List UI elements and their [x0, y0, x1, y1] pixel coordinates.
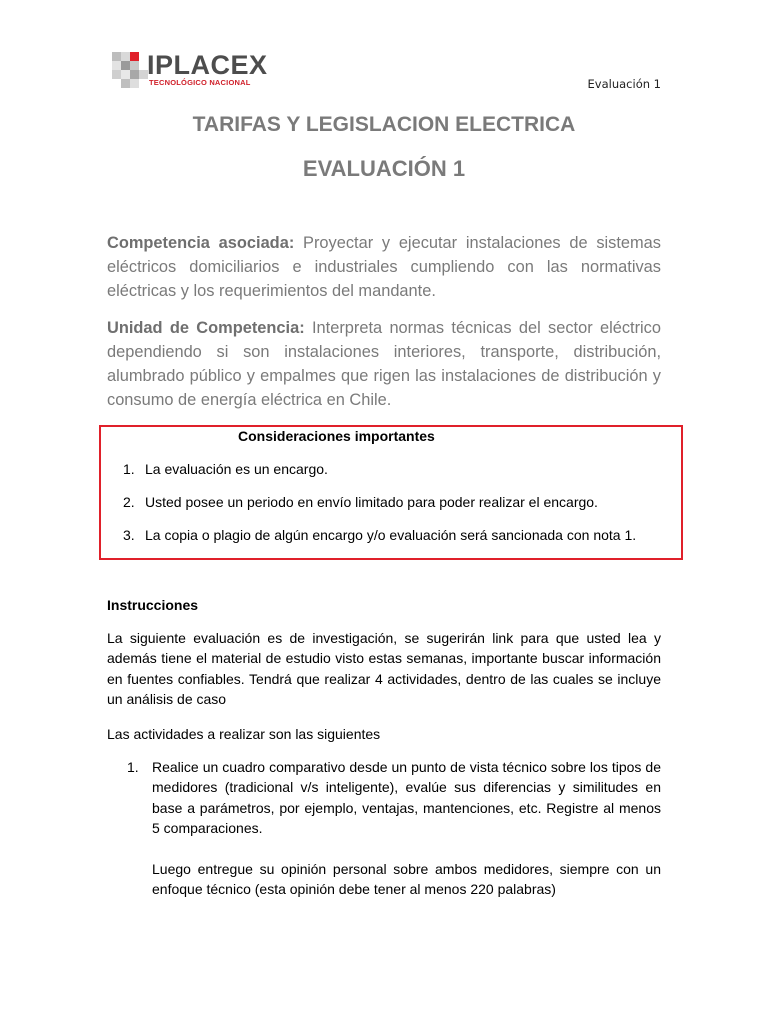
competencia-text: Proyectar y ejecutar instalaciones de sistemas eléctricos domiciliarios e industriales cumpliendo con las normativas eléctricas y los requerimientos del mandante. — [107, 234, 661, 300]
considerations-title: Consideraciones importantes — [238, 428, 435, 444]
competencia-label: Competencia asociada: — [107, 234, 295, 252]
activity-extra-text: Luego entregue su opinión personal sobre ambos medidores, siempre con un enfoque técnico (esta opinión debe tener al menos 220 palabras) — [152, 861, 661, 898]
instructions-heading: Instrucciones — [107, 597, 199, 613]
logo-mosaic-icon — [112, 52, 148, 88]
consideration-item — [123, 527, 636, 543]
consideration-number: 3. — [123, 527, 135, 543]
consideration-item — [123, 494, 598, 510]
unidad-paragraph — [107, 316, 661, 412]
consideration-number: 2. — [123, 494, 135, 510]
unidad-text: Interpreta normas técnicas del sector eléctrico dependiendo si son instalaciones interiores, transporte, distribución, alumbrado público y empalmes que rigen las instalaciones de distribución y consumo de energía eléctrica en Chile. — [107, 319, 661, 409]
consideration-text: Usted posee un periodo en envío limitado para poder realizar el encargo. — [145, 494, 598, 510]
consideration-item — [123, 461, 328, 477]
activity-number: 1. — [127, 759, 139, 775]
logo-subtitle: TECNOLÓGICO NACIONAL — [149, 78, 251, 87]
consideration-number: 1. — [123, 461, 135, 477]
activities-intro: Las actividades a realizar son las siguientes — [107, 726, 381, 742]
logo-name: IPLACEX — [147, 50, 268, 80]
consideration-text: La evaluación es un encargo. — [145, 461, 328, 477]
document-title: TARIFAS Y LEGISLACION ELECTRICA — [192, 113, 576, 136]
document-subtitle: EVALUACIÓN 1 — [302, 156, 466, 181]
iplacex-logo — [112, 50, 272, 90]
activity-text: Realice un cuadro comparativo desde un punto de vista técnico sobre los tipos de medidores (tradicional v/s inteligente), evalúe sus diferencias y similitudes en base a parámetros, por ejemplo, ventajas, mantenciones, etc. Registre al menos 5 comparaciones. — [152, 759, 661, 836]
header-evaluation-label: Evaluación 1 — [587, 77, 661, 91]
instructions-intro: La siguiente evaluación es de investigación, se sugerirán link para que usted lea y además tiene el material de estudio visto estas semanas, importante buscar información en fuentes confiables. Tendrá que realizar 4 actividades, dentro de las cuales se incluye un análisis de caso — [107, 630, 661, 707]
consideration-text: La copia o plagio de algún encargo y/o evaluación será sancionada con nota 1. — [145, 527, 637, 543]
competencia-paragraph — [107, 231, 661, 303]
unidad-label: Unidad de Competencia: — [107, 319, 305, 337]
